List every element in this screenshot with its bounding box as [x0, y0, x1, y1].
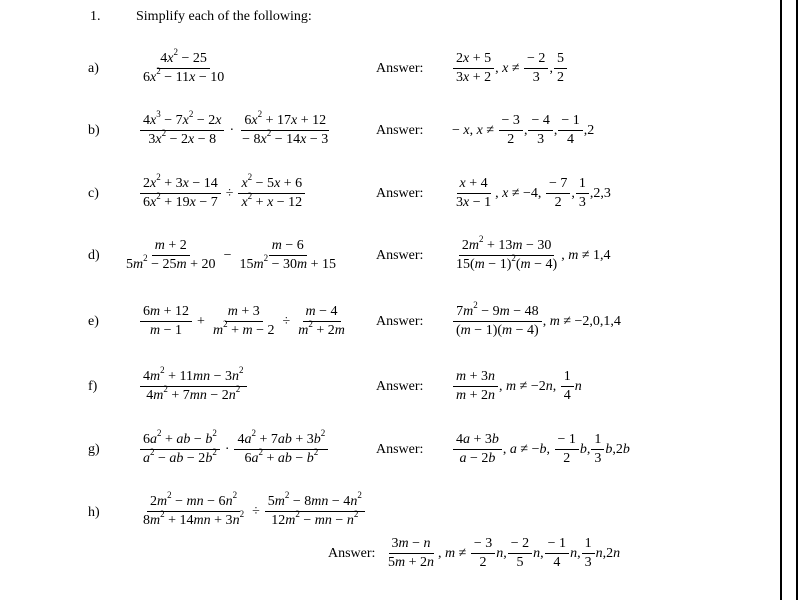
- denominator: (m − 1)(m − 4): [456, 323, 539, 338]
- operator: ÷: [225, 185, 234, 201]
- item-label: c): [88, 186, 99, 201]
- numerator: $4a^2 + 7ab + 3b^2$: [234, 431, 328, 450]
- fraction: [576, 175, 589, 212]
- denominator: $8m^2 + 14mn + 3n^2$: [143, 509, 245, 528]
- answer-label: Answer:: [376, 379, 424, 394]
- answer-text: − x, x ≠: [452, 122, 498, 138]
- numerator: $4x^3 - 7x^2 - 2x$: [140, 112, 224, 131]
- answer-text: ,: [549, 60, 553, 76]
- answer-label: Answer:: [376, 186, 424, 201]
- numerator: − 3: [471, 535, 495, 554]
- numerator: $2x^2 + 3x - 14$: [140, 175, 221, 194]
- denominator: 3x − 1: [456, 195, 492, 210]
- denominator: m + 2n: [456, 388, 496, 403]
- answer-text: ,: [553, 122, 558, 138]
- operator: ÷: [252, 503, 260, 519]
- numerator: $4x^2 - 25$: [157, 50, 210, 69]
- numerator: $5m^2 - 8mn - 4n^2$: [265, 493, 365, 512]
- denominator: 5m + 2n: [388, 555, 435, 570]
- denominator: 3: [532, 70, 540, 85]
- answer-text: n,2n: [595, 545, 621, 561]
- answer-expression: [452, 234, 611, 274]
- fraction: [140, 490, 247, 530]
- denominator: 3: [594, 451, 602, 466]
- numerator: $4m^2 + 11mn - 3n^2$: [140, 368, 247, 387]
- denominator: 3: [578, 195, 586, 210]
- operator: ·: [229, 122, 235, 138]
- answer-label: Answer:: [328, 546, 376, 561]
- numerator: $6x^2 + 17x + 12$: [241, 112, 329, 131]
- numerator: − 1: [545, 535, 569, 554]
- denominator: m − 1: [150, 323, 183, 338]
- answer-text: n,: [496, 545, 507, 561]
- numerator: 2x + 5: [453, 50, 494, 69]
- item-label: h): [88, 505, 100, 520]
- numerator: $x^2 - 5x + 6$: [238, 175, 305, 194]
- answer-text: , a ≠ −b,: [502, 441, 554, 457]
- operator: ÷: [282, 313, 291, 329]
- answer-text: , x ≠: [495, 60, 524, 76]
- denominator: $a^2$ − ab − $2b^2$: [143, 447, 217, 466]
- fraction: [453, 50, 494, 87]
- answer-label: Answer:: [376, 442, 424, 457]
- numerator: − 1: [555, 431, 579, 450]
- answer-text: , x ≠ −4,: [495, 185, 545, 201]
- answer-text: , m ≠ −2,0,1,4: [542, 313, 621, 329]
- denominator: $3x^2 - 2x - 8$: [148, 128, 217, 147]
- window-edge-line: [796, 0, 798, 600]
- fraction: [554, 50, 567, 87]
- fraction: [561, 368, 574, 405]
- numerator: − 1: [558, 112, 582, 131]
- answer-text: ,2,3: [589, 185, 611, 201]
- denominator: 2: [507, 132, 515, 147]
- answer-label: Answer:: [376, 123, 424, 138]
- fraction: [210, 303, 278, 340]
- denominator: 2: [563, 451, 571, 466]
- fraction: [453, 175, 494, 212]
- denominator: $12m^2$ − mn − $n^2$: [271, 509, 359, 528]
- fraction: [591, 431, 604, 468]
- fraction: [582, 535, 595, 572]
- numerator: 1: [576, 175, 589, 194]
- answer-expression: [452, 112, 594, 149]
- answer-label: Answer:: [376, 248, 424, 263]
- question-expression: [139, 303, 349, 340]
- denominator: 4: [567, 132, 575, 147]
- fraction: [238, 172, 305, 212]
- fraction: [453, 300, 542, 340]
- numerator: m + 2: [152, 237, 190, 256]
- fraction: [295, 303, 348, 340]
- answer-label: Answer:: [376, 314, 424, 329]
- answer-expression: [452, 300, 621, 340]
- answer-text: n,: [533, 545, 544, 561]
- fraction: [524, 50, 548, 87]
- question-number: 1.: [90, 9, 101, 24]
- fraction: [236, 237, 339, 274]
- fraction: [265, 490, 365, 530]
- answer-text: ,: [571, 185, 575, 201]
- numerator: m + 3n: [453, 368, 498, 387]
- answer-text: b,: [579, 441, 591, 457]
- numerator: m − 6: [269, 237, 307, 256]
- question-expression: [139, 490, 366, 530]
- denominator: 2: [556, 70, 564, 85]
- numerator: − 4: [528, 112, 552, 131]
- fraction: [499, 112, 523, 149]
- numerator: x + 4: [457, 175, 491, 194]
- denominator: $4m^2 + 7mn - 2n^2$: [146, 384, 241, 403]
- operator: −: [223, 247, 232, 263]
- denominator: 2: [479, 555, 487, 570]
- numerator: m − 4: [303, 303, 341, 322]
- denominator: $15(m - 1)^2(m - 4)$: [456, 253, 558, 272]
- fraction: [453, 368, 498, 405]
- denominator: $5m^2 - 25m + 20$: [126, 253, 216, 272]
- denominator: 5: [516, 555, 524, 570]
- numerator: 4a + 3b: [453, 431, 502, 450]
- fraction: [545, 535, 569, 572]
- fraction: [558, 112, 582, 149]
- numerator: − 7: [546, 175, 570, 194]
- denominator: $6x^2 + 19x - 7$: [143, 191, 218, 210]
- fraction: [140, 365, 247, 405]
- denominator: $6x^2 - 11x - 10$: [143, 66, 225, 85]
- fraction: [140, 172, 221, 212]
- numerator: 1: [561, 368, 574, 387]
- numerator: 6m + 12: [140, 303, 192, 322]
- denominator: $x^2 + x - 12$: [241, 191, 303, 210]
- denominator: 4: [553, 555, 561, 570]
- question-heading: Simplify each of the following:: [136, 9, 312, 24]
- question-expression: [139, 172, 306, 212]
- operator: +: [197, 313, 205, 329]
- denominator: a − 2b: [459, 451, 496, 466]
- question-expression: [139, 428, 329, 468]
- answer-text: , m ≠ 1,4: [561, 247, 611, 263]
- fraction: [140, 303, 192, 340]
- answer-text: ,2: [583, 122, 595, 138]
- answer-text: , m ≠ −2n,: [499, 378, 560, 394]
- denominator: $m^2 + m - 2$: [212, 319, 275, 338]
- denominator: 2: [554, 195, 562, 210]
- fraction: [528, 112, 552, 149]
- fraction: [453, 431, 502, 468]
- fraction: [555, 431, 579, 468]
- fraction: [546, 175, 570, 212]
- item-label: d): [88, 248, 100, 263]
- denominator: 3x + 2: [456, 70, 492, 85]
- answer-text: n,: [570, 545, 581, 561]
- answer-label: Answer:: [376, 61, 424, 76]
- denominator: $m^2 + 2m$: [298, 319, 345, 338]
- numerator: 1: [582, 535, 595, 554]
- numerator: $2m^2 + 13m - 30$: [459, 237, 555, 256]
- fraction: [140, 428, 220, 468]
- denominator: − $8x^2 - 14x - 3$: [242, 128, 329, 147]
- fraction: [140, 47, 227, 87]
- fraction: [234, 428, 328, 468]
- answer-expression: [452, 368, 582, 405]
- question-expression: [139, 109, 332, 149]
- operator: ·: [224, 441, 230, 457]
- fraction: [239, 109, 331, 149]
- fraction: [123, 237, 219, 274]
- denominator: 4: [563, 388, 571, 403]
- answer-expression: [452, 431, 630, 468]
- numerator: 1: [591, 431, 604, 450]
- item-label: e): [88, 314, 99, 329]
- numerator: − 3: [499, 112, 523, 131]
- numerator: $2m^2$ − mn − $6n^2$: [147, 493, 240, 512]
- answer-text: n: [574, 378, 582, 394]
- question-expression: [139, 365, 248, 405]
- answer-expression: [384, 535, 620, 572]
- fraction: [471, 535, 495, 572]
- page-edge-line: [780, 0, 782, 600]
- denominator: $15m^2 - 30m + 15$: [239, 253, 337, 272]
- answer-expression: [452, 175, 611, 212]
- item-label: g): [88, 442, 100, 457]
- denominator: 3: [584, 555, 592, 570]
- answer-text: ,: [523, 122, 528, 138]
- numerator: − 2: [508, 535, 532, 554]
- answer-expression: [452, 50, 568, 87]
- numerator: $7m^2 - 9m - 48$: [453, 303, 542, 322]
- numerator: − 2: [524, 50, 548, 69]
- answer-text: b,2b: [605, 441, 630, 457]
- numerator: 5: [554, 50, 567, 69]
- fraction: [385, 535, 437, 572]
- item-label: a): [88, 61, 99, 76]
- item-label: f): [88, 379, 98, 394]
- numerator: 3m − n: [389, 535, 434, 554]
- denominator: $6a^2$ + ab − $b^2$: [244, 447, 319, 466]
- answer-text: , m ≠: [438, 545, 470, 561]
- item-label: b): [88, 123, 100, 138]
- fraction: [508, 535, 532, 572]
- numerator: m + 3: [225, 303, 263, 322]
- question-expression: [139, 47, 228, 87]
- fraction: [453, 234, 560, 274]
- denominator: 3: [537, 132, 545, 147]
- question-expression: [122, 237, 340, 274]
- numerator: $6a^2$ + ab − $b^2$: [140, 431, 220, 450]
- fraction: [140, 109, 224, 149]
